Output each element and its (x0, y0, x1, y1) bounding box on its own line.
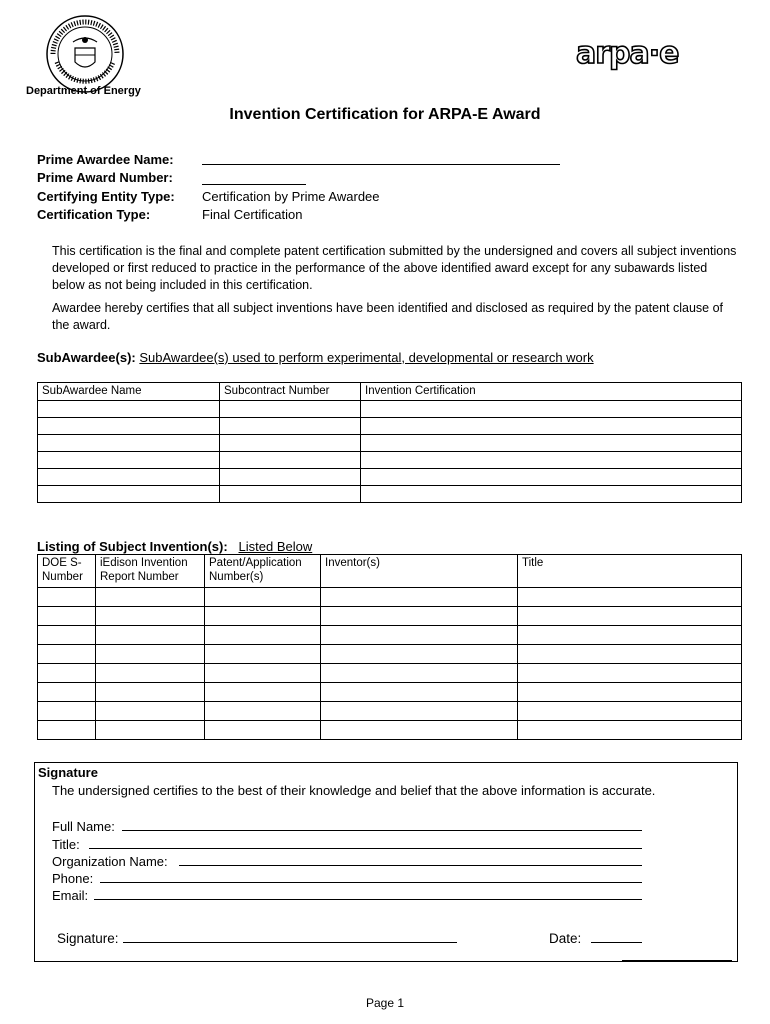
subawardees-description: SubAwardee(s) used to perform experimental, developmental or research work (139, 350, 594, 365)
title-field[interactable] (89, 848, 642, 849)
date-field[interactable] (591, 942, 642, 943)
table-row (38, 435, 742, 452)
table-row (38, 664, 742, 683)
table-row (38, 486, 742, 503)
subawardees-heading (37, 350, 594, 365)
phone-row (52, 871, 642, 886)
phone-field[interactable] (100, 882, 642, 883)
prime-awardee-name-label: Prime Awardee Name: (37, 152, 174, 167)
certification-type-value: Final Certification (202, 207, 303, 222)
department-name: Department of Energy (26, 85, 141, 97)
certifying-entity-type-label: Certifying Entity Type: (37, 189, 175, 204)
certification-type-label: Certification Type: (37, 207, 151, 222)
date-label: Date: (549, 931, 582, 946)
email-label: Email: (52, 888, 89, 903)
organization-field[interactable] (179, 865, 642, 866)
awardee-statement: Awardee hereby certifies that all subject inventions have been identified and disclosed as required by the patent clause of the award. (52, 301, 724, 332)
col-inventors: Inventor(s) (321, 555, 518, 588)
col-title: Title (518, 555, 742, 588)
table-row (38, 469, 742, 486)
email-field[interactable] (94, 899, 642, 900)
full-name-field[interactable] (122, 830, 642, 831)
certification-statement: This certification is the final and complete patent certification submitted by the undersigned and covers all subject inventions developed or first reduced to practice in the performance of the above identified award except for any subawards listed below as not being included in this certification. (52, 244, 737, 292)
full-name-label: Full Name: (52, 819, 115, 834)
signature-box (34, 762, 738, 962)
signature-title: Signature (38, 765, 98, 780)
table-row (38, 626, 742, 645)
table-row (38, 401, 742, 418)
phone-label: Phone: (52, 871, 94, 886)
organization-row (52, 854, 642, 869)
table-row (38, 721, 742, 740)
full-name-row (52, 819, 642, 834)
arpa-e-logo (576, 36, 718, 72)
divider (622, 960, 732, 961)
page-number: Page 1 (365, 996, 405, 1010)
subawardees-label: SubAwardee(s): (37, 350, 136, 365)
col-doe-s-number: DOE S-Number (38, 555, 96, 588)
email-row (52, 888, 642, 903)
prime-award-number-field[interactable] (202, 172, 306, 185)
document-title: Invention Certification for ARPA-E Award (229, 106, 541, 123)
table-row (38, 452, 742, 469)
organization-label: Organization Name: (52, 854, 168, 869)
title-row (52, 837, 642, 852)
inventions-label: Listing of Subject Invention(s): (37, 539, 228, 554)
col-iedison-report-number: iEdison Invention Report Number (96, 555, 205, 588)
col-patent-application-number: Patent/Application Number(s) (205, 555, 321, 588)
prime-award-number-label: Prime Award Number: (37, 170, 173, 185)
table-row (38, 683, 742, 702)
signature-label: Signature: (57, 931, 119, 946)
table-row (38, 645, 742, 664)
signature-statement: The undersigned certifies to the best of their knowledge and belief that the above information is accurate. (52, 783, 656, 798)
inventions-heading (37, 539, 312, 554)
certifying-entity-type-value: Certification by Prime Awardee (202, 189, 380, 204)
col-subawardee-name: SubAwardee Name (38, 383, 220, 401)
table-row (38, 588, 742, 607)
signature-field[interactable] (123, 942, 457, 943)
table-row (38, 607, 742, 626)
table-row (38, 702, 742, 721)
col-subcontract-number: Subcontract Number (220, 383, 361, 401)
svg-text:arpa·e: arpa·e (576, 36, 679, 71)
table-row (38, 418, 742, 435)
col-invention-certification: Invention Certification (361, 383, 742, 401)
inventions-value: Listed Below (238, 539, 313, 554)
date-row (549, 931, 642, 946)
inventions-table (37, 554, 742, 740)
subawardee-table (37, 382, 742, 503)
signature-row (57, 931, 457, 946)
prime-awardee-name-field[interactable] (202, 152, 560, 165)
title-label: Title: (52, 837, 80, 852)
doe-seal (45, 14, 125, 94)
